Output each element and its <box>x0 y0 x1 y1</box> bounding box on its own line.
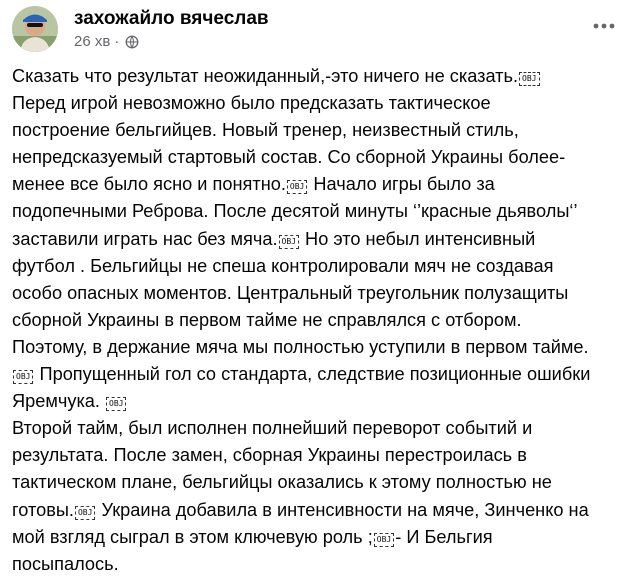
post-text-line <box>12 144 630 171</box>
post-text-segment: Сказать что результат неожиданный,-это ничего не сказать. <box>12 66 519 86</box>
post-text-segment: менее все было ясно и понятно. <box>12 174 286 195</box>
avatar-photo-icon <box>12 6 58 52</box>
object-replacement-glyph: OBJ <box>13 370 33 384</box>
globe-icon[interactable] <box>125 35 139 49</box>
post-timestamp[interactable]: 26 хв <box>74 33 111 50</box>
object-replacement-glyph: OBJ <box>519 72 539 86</box>
post-text-segment: Яремчука. <box>12 391 106 412</box>
object-replacement-glyph: OBJ <box>374 533 394 547</box>
post-body-text <box>12 63 630 578</box>
post-text-segment: результата. После замен, сборная Украины перестроилась в <box>12 445 527 466</box>
post-text-segment: Украина добавила в интенсивности на мяче, Зинченко на <box>96 499 589 520</box>
post-text-segment: особо опасных моментов. Центральный треугольник полузащиты <box>12 282 569 303</box>
more-options-icon[interactable] <box>590 12 618 40</box>
post-text-line <box>12 280 630 307</box>
post-text-line <box>12 497 630 524</box>
post-text-segment: непредсказуемый стартовый состав. Со сборной Украины более- <box>12 147 566 168</box>
post-text-line <box>12 361 630 388</box>
post-text-line <box>12 524 630 551</box>
post-text-line <box>12 253 630 280</box>
post-text-line <box>12 334 630 361</box>
post-text-segment: Пропущенный гол со стандарта, следствие позиционные ошибки <box>34 364 591 385</box>
post-text-line <box>12 63 630 90</box>
post-text-segment: Перед игрой невозможно было предсказать тактическое <box>12 93 491 114</box>
post-text-line <box>12 307 630 334</box>
post-text-segment: Поэтому, в держание мяча мы полностью уступили в первом тайме. <box>12 336 589 357</box>
post-text-segment: построение бельгийцев. Новый тренер, неизвестный стиль, <box>12 120 519 141</box>
post-text-line <box>12 171 630 198</box>
post-text-segment: - И Бельгия <box>395 526 493 547</box>
post-text-segment: Начало игры было за <box>308 174 495 195</box>
post-text-segment: готовы. <box>12 499 74 520</box>
post-text-segment: сборной Украины в первом тайме не справлялся с отбором. <box>12 309 522 330</box>
object-replacement-glyph: OBJ <box>75 506 95 520</box>
post-text-segment: тактическом плане, бельгийцы оказались к этому полностью не <box>12 472 552 493</box>
post-text-line <box>12 469 630 496</box>
post-text-line <box>12 551 630 578</box>
post-text-segment: Второй тайм, был исполнен полнейший переворот событий и <box>12 418 533 439</box>
post-text-line <box>12 117 630 144</box>
post-text-line <box>12 415 630 442</box>
post-text-segment: мой взгляд сыграл в этом ключевую роль ; <box>12 526 373 547</box>
post-text-segment: Но это небыл интенсивный <box>300 228 536 249</box>
object-replacement-glyph: OBJ <box>106 397 126 411</box>
post-meta <box>74 33 139 51</box>
post-text-line <box>12 226 630 253</box>
post-header <box>12 6 628 54</box>
meta-separator: · <box>114 33 120 50</box>
post-text-line <box>12 198 630 225</box>
author-avatar[interactable] <box>12 6 58 52</box>
post-text-segment: подопечными Реброва. После десятой минуты ‘’красные дьяволы‘’ <box>12 201 578 222</box>
object-replacement-glyph: OBJ <box>287 180 307 194</box>
post-text-line <box>12 442 630 469</box>
object-replacement-glyph: OBJ <box>279 235 299 249</box>
post-text-segment: футбол . Бельгийцы не спеша контролировали мяч не создавая <box>12 255 554 276</box>
post-text-segment: заставили играть нас без мяча. <box>12 228 278 249</box>
post-text-line <box>12 90 630 117</box>
post-text-segment: посыпалось. <box>12 553 119 574</box>
post-text-line <box>12 388 630 415</box>
author-name[interactable]: захожайло вячеслав <box>74 8 269 29</box>
